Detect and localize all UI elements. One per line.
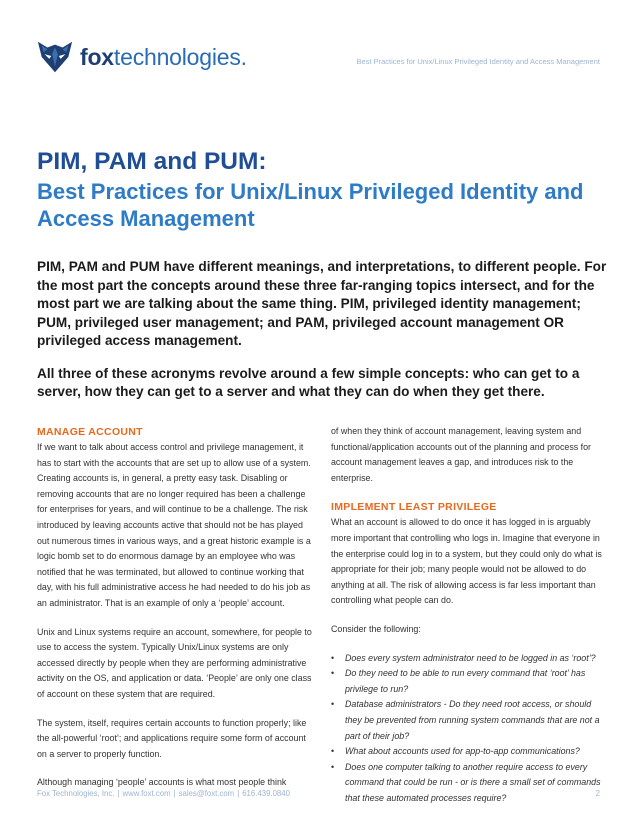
bullet-item: • Does every system administrator need to be logged in as ‘root’? [331, 651, 603, 667]
bullet-item: • What about accounts used for app-to-app communications? [331, 744, 603, 760]
page-subtitle: Best Practices for Unix/Linux Privileged Identity and Access Management [37, 179, 584, 231]
manage-account-heading: MANAGE ACCOUNT [37, 426, 143, 438]
header-tagline: Best Practices for Unix/Linux Privileged Identity and Access Management [356, 57, 600, 66]
intro-paragraph-2: All three of these acronyms revolve around a few simple concepts: who can get to a server, how they can get to a server and what they can do when they get there. [37, 365, 580, 399]
logo-wordmark-rest: technologies. [113, 43, 247, 70]
footer-contact: Fox Technologies, Inc. | www.foxt.com | sales@foxt.com | 616.439.0840 [37, 789, 290, 798]
right-paragraph-2: What an account is allowed to do once it has logged in is arguably more important that controlling who logs in. Imagine that everyone in the enterprise could log in to a system, but they could only do what is appropriate for their job; many people would not be allowed to do anything at all. The risk of allowing access is far less important than controlling what people can do. [331, 517, 602, 606]
right-column [331, 424, 603, 806]
footer-email-link[interactable]: sales@foxt.com [178, 789, 235, 798]
bullet-item: • Database administrators - Do they need root access, or should they be prevented from running system commands that are not a part of their job? [331, 697, 603, 744]
consider-bullet-list [331, 651, 603, 807]
logo-wordmark-fox: fox [80, 43, 114, 70]
least-privilege-heading: IMPLEMENT LEAST PRIVILEGE [331, 501, 497, 514]
intro-paragraph-1: PIM, PAM and PUM have different meanings, and interpretations, to different people. For the most part the concepts around these three far-ranging topics intersect, and for the most part we are talking about the same thing. PIM, privileged identity management; PUM, privileged user management; and PAM, privileged account management OR privileged access management. [37, 259, 607, 348]
left-paragraph-4: Although managing ‘people’ accounts is what most people think [37, 777, 287, 788]
footer-phone: 616.439.0840 [242, 789, 290, 798]
foxtechnologies-logo [36, 38, 247, 76]
left-column [37, 424, 312, 804]
page-number: 2 [595, 789, 600, 798]
page-header [0, 0, 638, 80]
right-paragraph-3: Consider the following: [331, 623, 421, 634]
title-block [37, 146, 607, 232]
left-paragraph-3: The system, itself, requires certain accounts to function properly; like the all-powerful ‘root’; and applications require some form of account on a server to properly function. [37, 717, 307, 759]
left-paragraph-1: If we want to talk about access control and privilege management, it has to start with the accounts that are set up to allow use of a system. Creating accounts is, in general, a pretty easy task. Disabling or removing accounts that are no longer required has been a challenge for enterprises for years, and will continue to be a challenge. The risk introduced by leaving accounts active that should not be has played out numerous times in various ways, and a great historic example is a logic bomb set to do enormous damage by an employee who was notified that he was terminated, but allowed to continue working that day, with his full administrative access he had needed to do his job as an administrator. That is an example of only a ‘people’ account. [37, 442, 311, 608]
right-paragraph-1: of when they think of account management, leaving system and functional/application accounts out of the planning and process for account management leaves a gap, and introduces risk to the enterprise. [331, 426, 592, 483]
footer-website-link[interactable]: www.foxt.com [122, 789, 171, 798]
footer-company: Fox Technologies, Inc. [37, 789, 115, 798]
left-paragraph-2: Unix and Linux systems require an account, somewhere, for people to use to access the system. Typically Unix/Linux systems are only accessed directly by people when they are performing administrative activity on the OS, and application or data. ‘People’ are only one class of account on these system that are required. [37, 626, 312, 699]
intro-section [37, 258, 607, 402]
page-title: PIM, PAM and PUM: [37, 148, 267, 175]
fox-logo-icon [36, 38, 74, 76]
bullet-item: • Do they need to be able to run every command that ‘root’ has privilege to run? [331, 666, 603, 697]
bullet-item: • Does one computer talking to another require access to every command that could be run - or is there a small set of commands that these automated processes require? [331, 760, 603, 807]
logo-wordmark [80, 44, 247, 71]
